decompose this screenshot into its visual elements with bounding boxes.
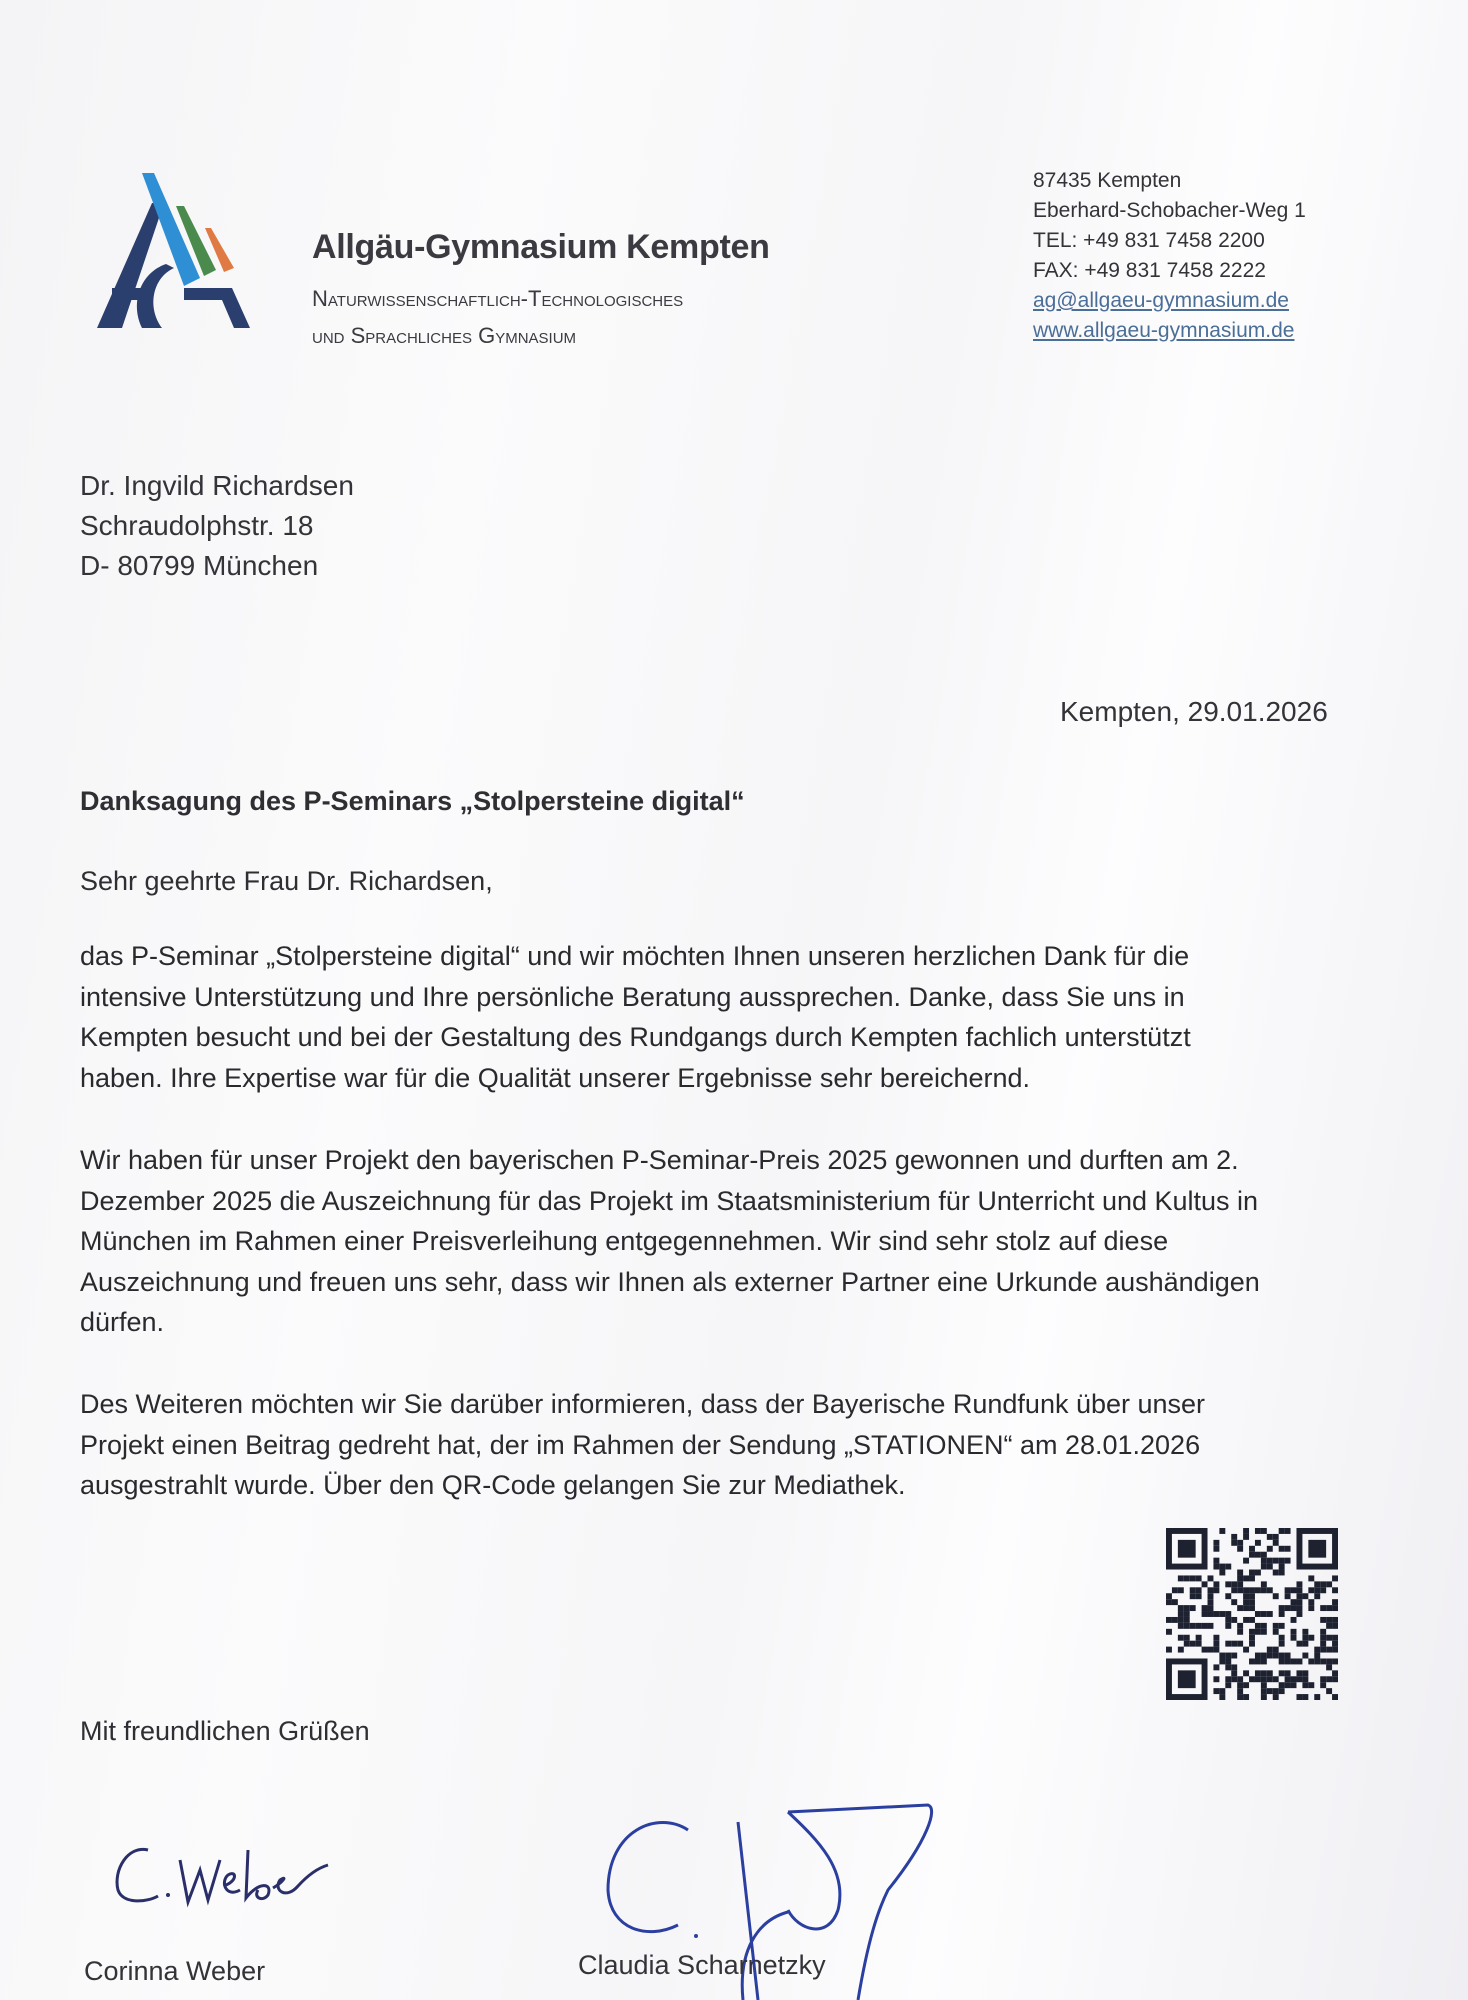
contact-street: Eberhard-Schobacher-Weg 1 — [1033, 199, 1306, 222]
paragraph-line: München im Rahmen einer Preisverleihung entgegennehmen. Wir sind sehr stolz auf diese — [80, 1226, 1169, 1256]
signature-weber-icon — [108, 1820, 368, 1940]
signatory-name-1: Corinna Weber — [84, 1956, 266, 1986]
contact-tel: TEL: +49 831 7458 2200 — [1033, 229, 1265, 252]
body-paragraph-2 — [80, 1140, 1440, 1343]
paragraph-line: Auszeichnung und freuen uns sehr, dass wir Ihnen als externer Partner eine Urkunde aushändigen — [80, 1266, 1260, 1297]
paragraph-line: haben. Ihre Expertise war für die Qualität unserer Ergebnisse sehr bereichernd. — [80, 1062, 1031, 1093]
closing-greeting: Mit freundlichen Grüßen — [80, 1716, 370, 1746]
paragraph-line: Kempten besucht und bei der Gestaltung des Rundgangs durch Kempten fachlich unterstützt — [80, 1022, 1191, 1052]
paragraph-line: dürfen. — [80, 1307, 165, 1337]
paragraph-line: Des Weiteren möchten wir Sie darüber informieren, dass der Bayerische Rundfunk über unser — [80, 1389, 1206, 1419]
body-paragraph-1 — [80, 936, 1440, 1098]
recipient-name: Dr. Ingvild Richardsen — [80, 470, 354, 501]
contact-email-link[interactable]: ag@allgaeu-gymnasium.de — [1033, 289, 1289, 312]
paragraph-line: Projekt einen Beitrag gedreht hat, der im Rahmen der Sendung „STATIONEN“ am 28.01.2026 — [80, 1429, 1201, 1460]
contact-fax: FAX: +49 831 7458 2222 — [1033, 259, 1266, 282]
paragraph-line: das P-Seminar „Stolpersteine digital“ und wir möchten Ihnen unseren herzlichen Dank für die — [80, 941, 1190, 971]
contact-block — [1033, 166, 1306, 346]
school-name: Allgäu-Gymnasium Kempten — [312, 228, 770, 266]
body-paragraph-3 — [80, 1384, 1440, 1506]
contact-city: 87435 Kempten — [1033, 169, 1182, 192]
recipient-address — [80, 466, 354, 586]
subject-line: Danksagung des P-Seminars „Stolpersteine digital“ — [80, 786, 745, 816]
signatory-name-2: Claudia Scharnetzky — [578, 1950, 826, 1980]
salutation: Sehr geehrte Frau Dr. Richardsen, — [80, 866, 493, 896]
recipient-city: D- 80799 München — [80, 550, 319, 581]
date-line: Kempten, 29.01.2026 — [1060, 696, 1328, 727]
paragraph-line: intensive Unterstützung und Ihre persönliche Beratung aussprechen. Danke, dass Sie uns in — [80, 981, 1185, 1012]
school-subtitle — [312, 280, 683, 354]
paragraph-line: ausgestrahlt wurde. Über den QR-Code gelangen Sie zur Mediathek. — [80, 1470, 906, 1500]
contact-website-link[interactable]: www.allgaeu-gymnasium.de — [1033, 319, 1295, 342]
recipient-street: Schraudolphstr. 18 — [80, 510, 314, 541]
school-subtitle-line2: und Sprachliches Gymnasium — [312, 323, 577, 348]
paragraph-line: Dezember 2025 die Auszeichnung für das Projekt im Staatsministerium für Unterricht und Kultus in — [80, 1185, 1259, 1216]
paragraph-line: Wir haben für unser Projekt den bayerischen P-Seminar-Preis 2025 gewonnen und durften am 2. — [80, 1145, 1239, 1175]
school-logo-icon — [92, 168, 252, 338]
qr-code-icon[interactable] — [1166, 1528, 1338, 1700]
school-subtitle-line1: Naturwissenschaftlich-Technologisches — [312, 286, 684, 311]
